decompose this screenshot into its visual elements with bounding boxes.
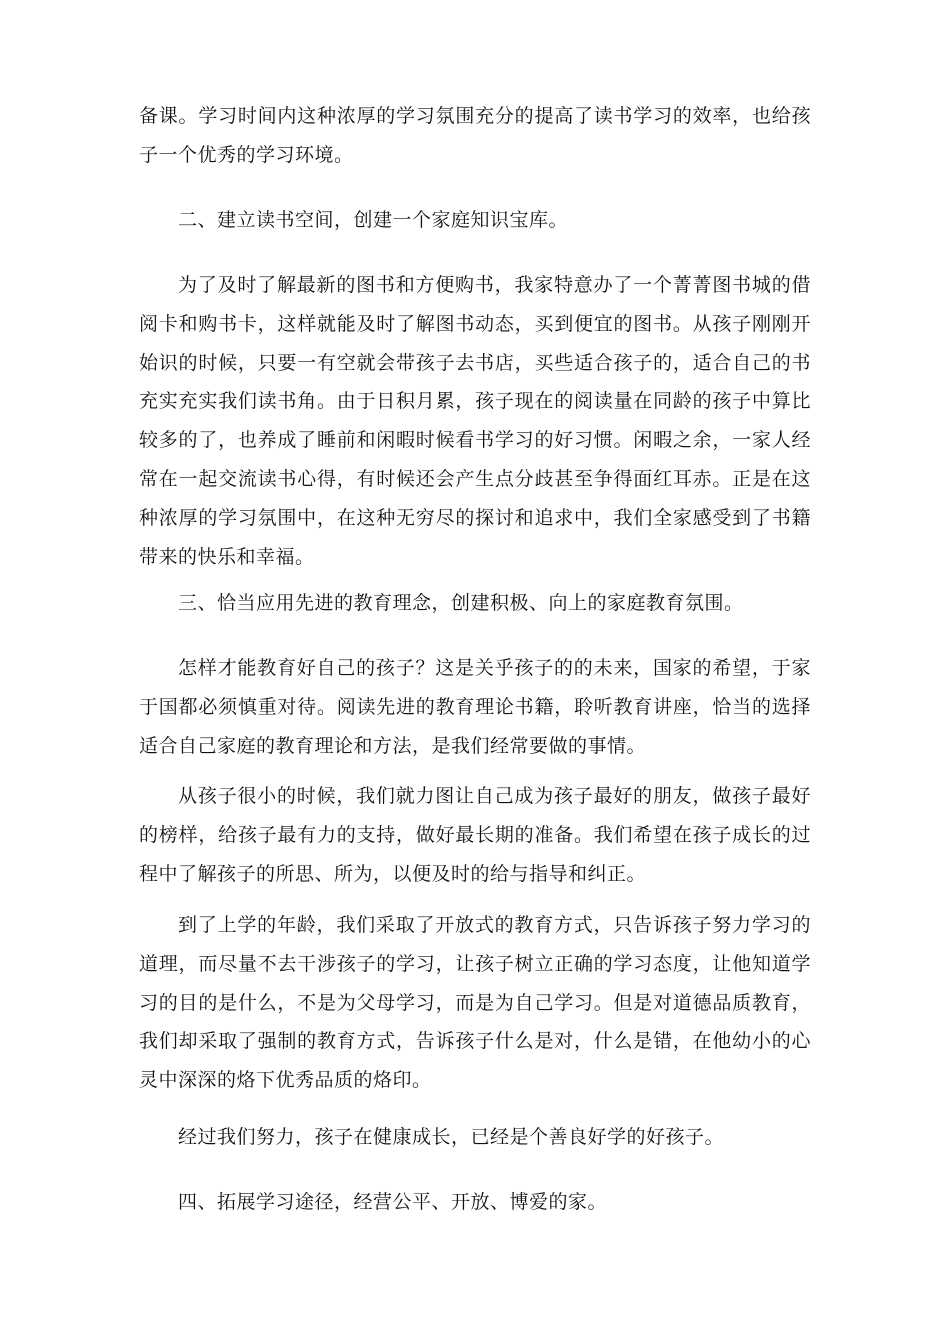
section-heading-4: 四、拓展学习途径，经营公平、开放、博爱的家。: [178, 1191, 608, 1213]
paragraph-reading-space: 为了及时了解最新的图书和方便购书，我家特意办了一个菁菁图书城的借阅卡和购书卡，这样就能及时了解图书动态，买到便宜的图书。从孩子刚刚开始识的时候，只要一有空就会带孩子去书店，买些适合孩子的，适合自己的书充实充实我们读书角。由于日积月累，孩子现在的阅读量在同龄的孩子中算比较多的了，也养成了睡前和闲暇时候看书学习的好习惯。闲暇之余，一家人经常在一起交流读书心得，有时候还会产生点分歧甚至争得面红耳赤。正是在这种浓厚的学习氛围中，在这种无穷尽的探讨和追求中，我们全家感受到了书籍带来的快乐和幸福。: [139, 274, 811, 568]
paragraph-continued: 备课。学习时间内这种浓厚的学习氛围充分的提高了读书学习的效率，也给孩子一个优秀的学习环境。: [139, 105, 811, 166]
paragraph-school-age: 到了上学的年龄，我们采取了开放式的教育方式，只告诉孩子努力学习的道理，而尽量不去干涉孩子的学习，让孩子树立正确的学习态度，让他知道学习的目的是什么，不是为父母学习，而是为自己学习。但是对道德品质教育，我们却采取了强制的教育方式，告诉孩子什么是对，什么是错，在他幼小的心灵中深深的烙下优秀品质的烙印。: [139, 914, 811, 1092]
section-heading-3: 三、恰当应用先进的教育理念，创建积极、向上的家庭教育氛围。: [178, 592, 744, 614]
section-heading-2: 二、建立读书空间，创建一个家庭知识宝库。: [178, 209, 569, 231]
paragraph-result: 经过我们努力，孩子在健康成长，已经是个善良好学的好孩子。: [178, 1126, 725, 1148]
paragraph-childhood: 从孩子很小的时候，我们就力图让自己成为孩子最好的朋友，做孩子最好的榜样，给孩子最有力的支持，做好最长期的准备。我们希望在孩子成长的过程中了解孩子的所思、所为，以便及时的给与指导和纠正。: [139, 785, 811, 885]
paragraph-education-question: 怎样才能教育好自己的孩子？这是关乎孩子的的未来，国家的希望，于家于国都必须慎重对待。阅读先进的教育理论书籍，聆听教育讲座，恰当的选择适合自己家庭的教育理论和方法，是我们经常要做的事情。: [139, 657, 811, 757]
